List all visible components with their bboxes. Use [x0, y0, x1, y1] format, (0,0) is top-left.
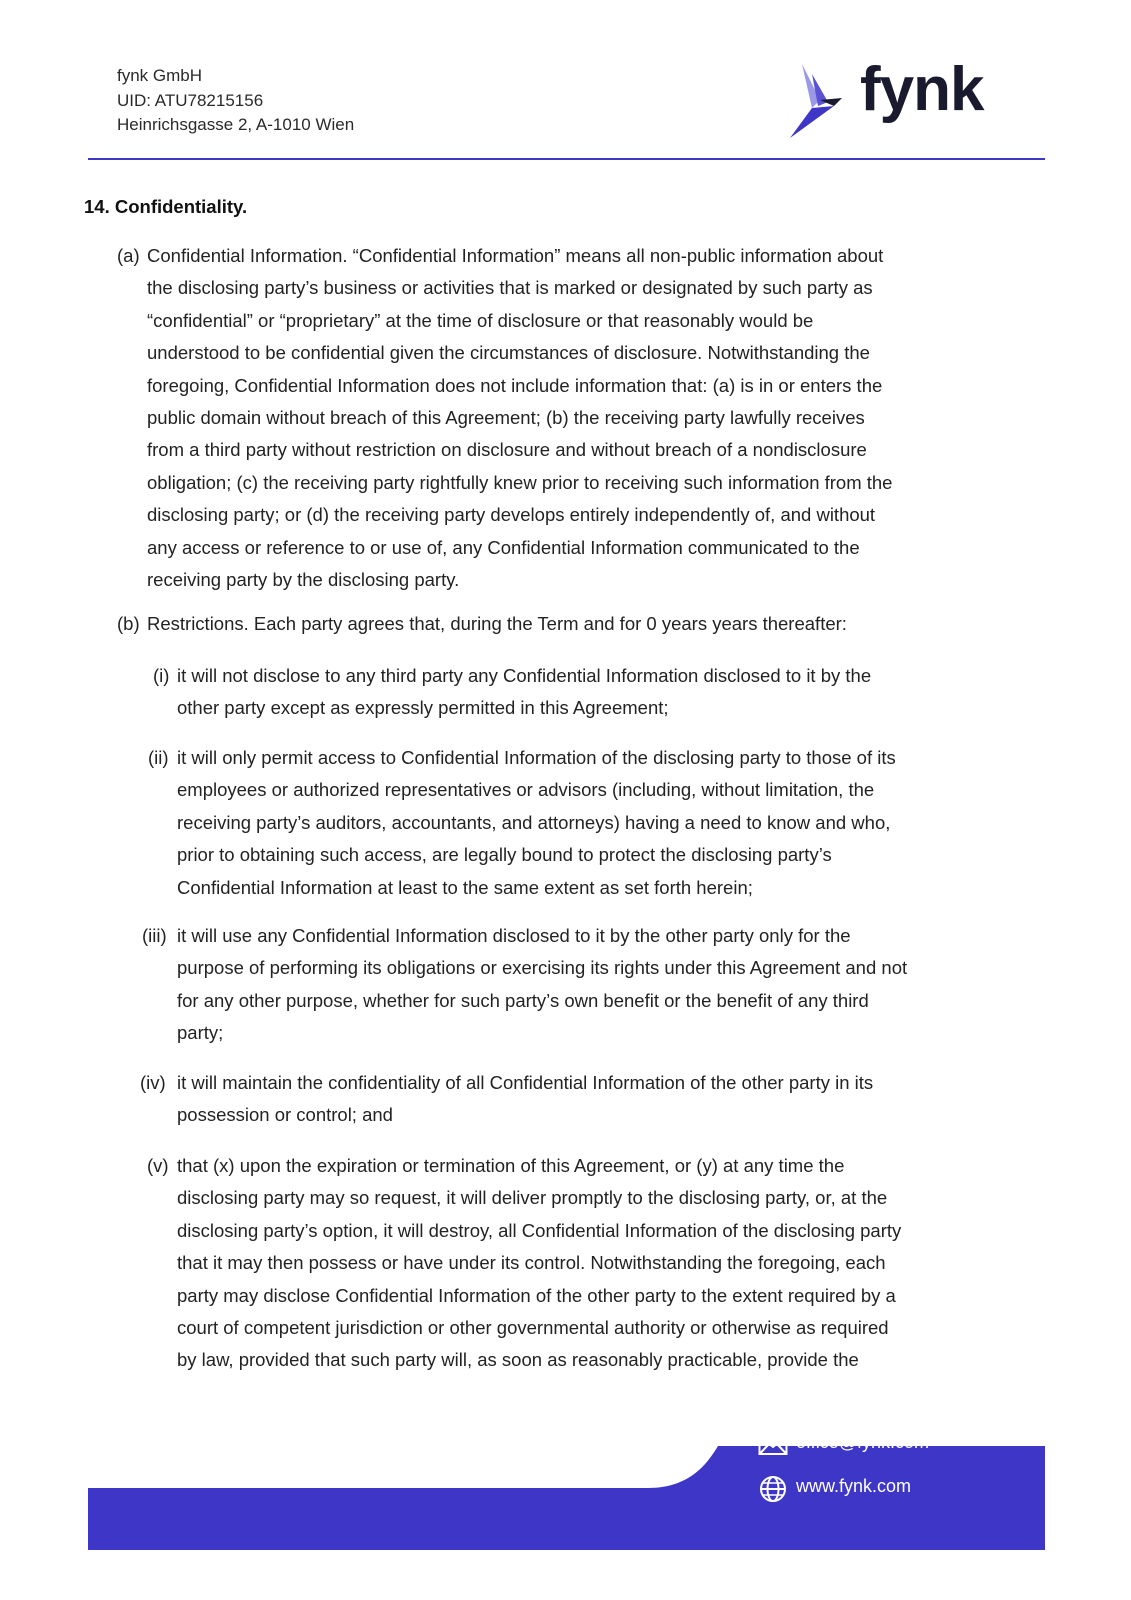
text-line: by law, provided that such party will, as soon as reasonably practicable, provide the: [177, 1349, 859, 1371]
text-line: understood to be confidential given the circumstances of disclosure. Notwithstanding the: [147, 342, 870, 364]
text-line: other party except as expressly permitted in this Agreement;: [177, 697, 669, 719]
bird-logo-icon: [790, 60, 850, 142]
text-line: possession or control; and: [177, 1104, 393, 1126]
text-line: the disclosing party’s business or activities that is marked or designated by such party as: [147, 277, 873, 299]
text-line: court of competent jurisdiction or other governmental authority or otherwise as required: [177, 1317, 889, 1339]
text-line: it will maintain the confidentiality of all Confidential Information of the other party in its: [177, 1072, 874, 1093]
text-line: party;: [177, 1022, 224, 1044]
text-line: party may disclose Confidential Information of the other party to the extent required by a: [177, 1284, 896, 1306]
subitem-label: (iv): [140, 1072, 166, 1093]
text-line: receiving party by the disclosing party.: [147, 569, 460, 591]
text-line: Confidential Information. “Confidential Information” means all non-public information about: [147, 245, 884, 266]
text-line: that (x) upon the expiration or termination of this Agreement, or (y) at any time the: [177, 1155, 845, 1176]
globe-icon: [758, 1474, 788, 1504]
text-line: “confidential” or “proprietary” at the time of disclosure or that reasonably would be: [147, 309, 814, 331]
text-line: public domain without breach of this Agreement; (b) the receiving party lawfully receives: [147, 407, 865, 429]
paragraph-body: [147, 608, 847, 640]
website-link[interactable]: www.fynk.com: [796, 1476, 912, 1496]
subitem-label: (v): [147, 1155, 169, 1176]
subitem-label: (ii): [148, 747, 169, 768]
text-line: purpose of performing its obligations or exercising its rights under this Agreement and not: [177, 957, 908, 979]
paragraph-label: (b): [117, 613, 140, 634]
text-line: for any other purpose, whether for such party’s own benefit or the benefit of any third: [177, 989, 869, 1011]
subitem-label: (i): [153, 665, 170, 686]
text-line: Restrictions. Each party agrees that, during the Term and for 0 years years thereafter:: [147, 613, 847, 634]
company-address: Heinrichsgasse 2, A-1010 Wien: [117, 115, 355, 134]
text-line: obligation; (c) the receiving party rightfully knew prior to receiving such information from the: [147, 471, 893, 493]
text-line: Confidential Information at least to the same extent as set forth herein;: [177, 876, 753, 898]
text-line: foregoing, Confidential Information does not include information that: (a) is in or enters the: [147, 374, 883, 396]
company-address-block: [117, 64, 354, 138]
fynk-logo: [806, 55, 1006, 142]
company-name: fynk GmbH: [117, 66, 203, 85]
text-line: disclosing party; or (d) the receiving party develops entirely independently of, and without: [147, 504, 876, 526]
header-divider: [88, 158, 1045, 160]
section-title: 14. Confidentiality.: [84, 196, 248, 217]
text-line: from a third party without restriction on disclosure and without breach of a nondisclosure: [147, 439, 867, 461]
paragraph-label: (a): [117, 245, 140, 266]
email-link[interactable]: office@fynk.com: [796, 1432, 929, 1452]
subitem-body: [177, 742, 896, 904]
subitem-body: [177, 1067, 873, 1132]
subitem-body: [177, 1150, 901, 1377]
logo-wordmark: fynk: [860, 55, 984, 124]
paragraph-body: [147, 240, 892, 596]
text-line: receiving party’s auditors, accountants, and attorneys) having a need to know and who,: [177, 811, 891, 833]
text-line: that it may then possess or have under its control. Notwithstanding the foregoing, each: [177, 1252, 886, 1274]
company-uid: UID: ATU78215156: [117, 90, 264, 110]
text-line: it will use any Confidential Information disclosed to it by the other party only for the: [177, 925, 851, 946]
footer-band: [88, 1446, 1045, 1550]
subitem-body: [177, 920, 907, 1050]
text-line: it will not disclose to any third party any Confidential Information disclosed to it by the: [177, 665, 872, 686]
text-line: it will only permit access to Confidential Information of the disclosing party to those of its: [177, 747, 896, 768]
text-line: employees or authorized representatives or advisors (including, without limitation, the: [177, 779, 875, 801]
text-line: prior to obtaining such access, are legally bound to protect the disclosing party’s: [177, 844, 832, 866]
text-line: disclosing party may so request, it will deliver promptly to the disclosing party, or, at the: [177, 1187, 888, 1209]
envelope-icon: [758, 1432, 788, 1458]
subitem-label: (iii): [142, 925, 167, 946]
text-line: disclosing party’s option, it will destroy, all Confidential Information of the disclosing party: [177, 1219, 902, 1241]
text-line: any access or reference to or use of, any Confidential Information communicated to the: [147, 536, 860, 558]
subitem-body: [177, 660, 871, 725]
